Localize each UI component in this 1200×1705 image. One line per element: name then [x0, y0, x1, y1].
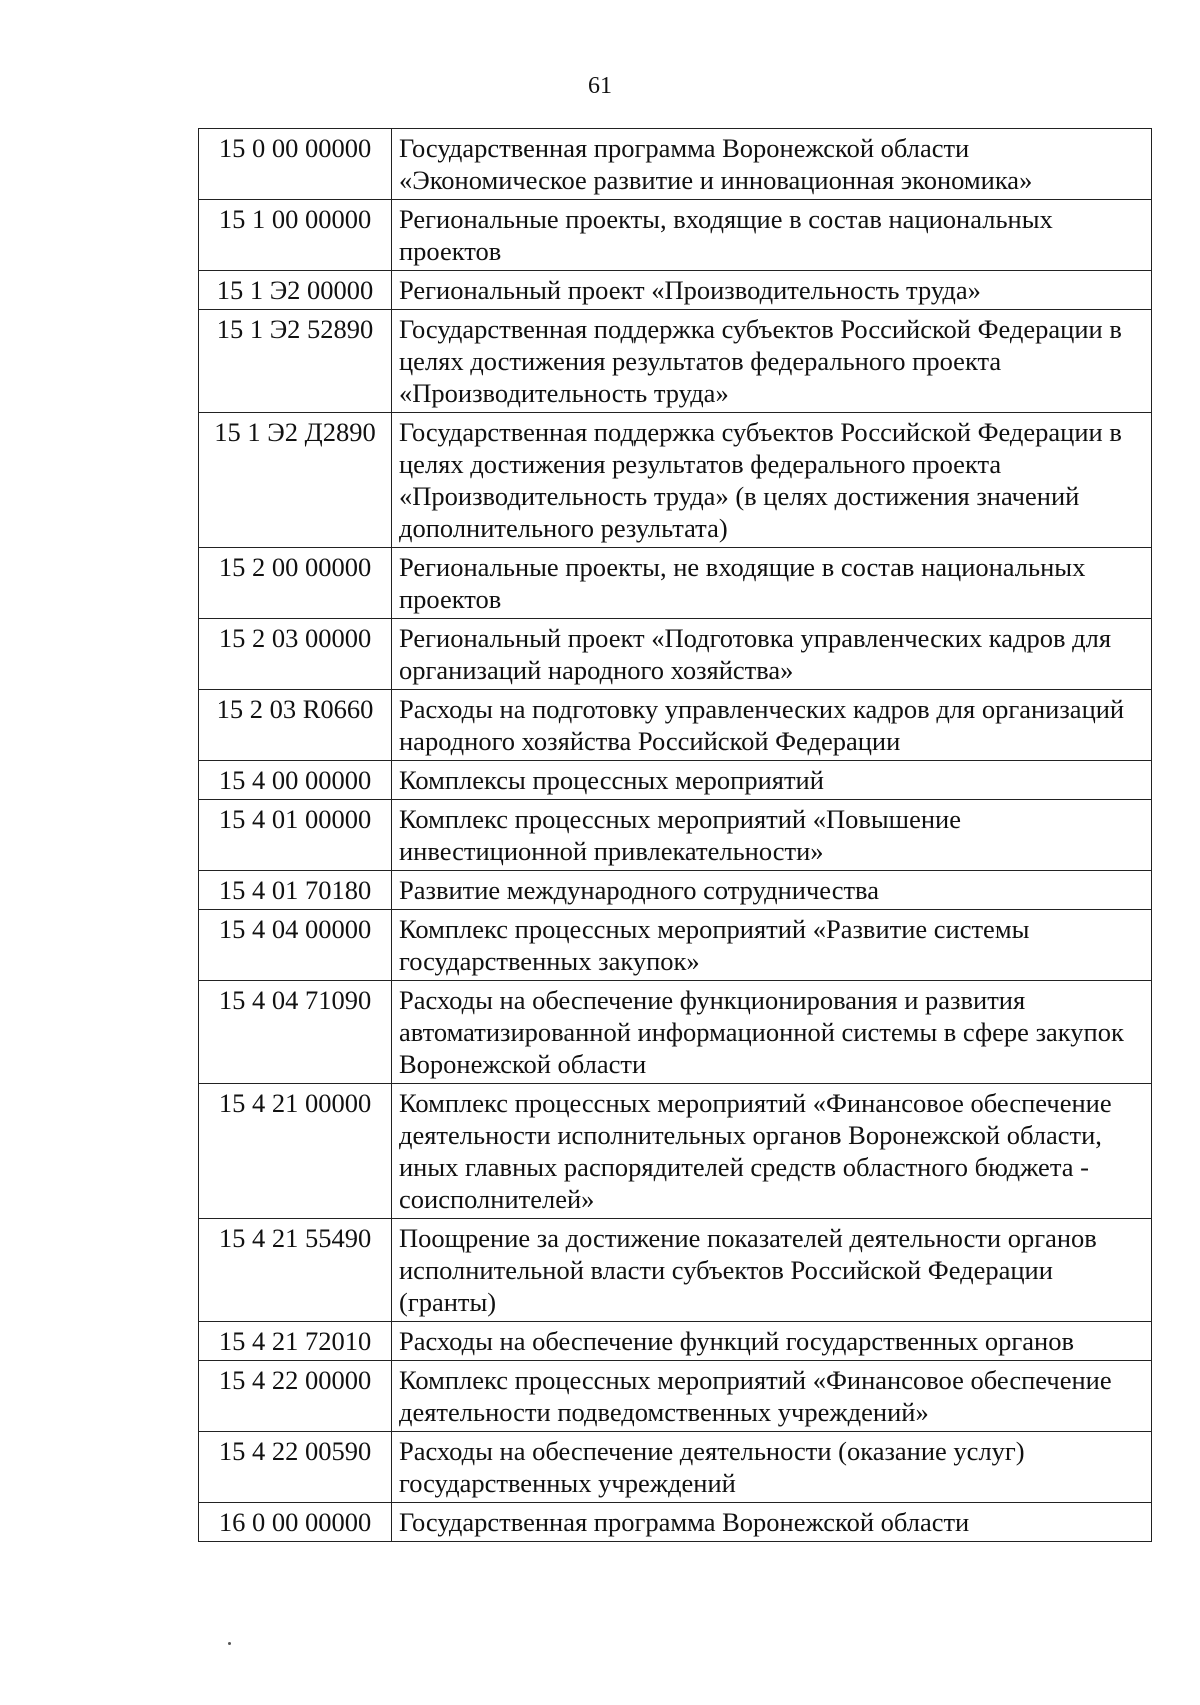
row-code: 15 2 00 00000 [199, 548, 392, 619]
row-code: 15 4 00 00000 [199, 761, 392, 800]
row-description: Комплекс процессных мероприятий «Повышение инвестиционной привлекательности» [392, 800, 1152, 871]
table-row [199, 1219, 1152, 1322]
row-code: 15 1 00 00000 [199, 200, 392, 271]
table-row [199, 871, 1152, 910]
row-code: 15 4 04 71090 [199, 981, 392, 1084]
row-description: Расходы на обеспечение функционирования и развития автоматизированной информационной системы в сфере закупок Воронежской области [392, 981, 1152, 1084]
row-code: 15 4 21 55490 [199, 1219, 392, 1322]
row-code: 16 0 00 00000 [199, 1503, 392, 1542]
row-description: Государственная программа Воронежской области «Экономическое развитие и инновационная экономика» [392, 129, 1152, 200]
row-description: Государственная программа Воронежской области [392, 1503, 1152, 1542]
table-row [199, 1322, 1152, 1361]
table-row [199, 761, 1152, 800]
row-description: Расходы на обеспечение функций государственных органов [392, 1322, 1152, 1361]
row-code: 15 4 22 00590 [199, 1432, 392, 1503]
table-row [199, 200, 1152, 271]
table-row [199, 1361, 1152, 1432]
budget-classification-table [198, 128, 1152, 1542]
row-code: 15 2 03 R0660 [199, 690, 392, 761]
row-description: Региональные проекты, входящие в состав национальных проектов [392, 200, 1152, 271]
table-row [199, 1084, 1152, 1219]
row-description: Комплексы процессных мероприятий [392, 761, 1152, 800]
row-code: 15 1 Э2 00000 [199, 271, 392, 310]
row-description: Расходы на подготовку управленческих кадров для организаций народного хозяйства Российской Федерации [392, 690, 1152, 761]
table-body [199, 129, 1152, 1542]
table-row [199, 413, 1152, 548]
row-description: Расходы на обеспечение деятельности (оказание услуг) государственных учреждений [392, 1432, 1152, 1503]
row-description: Комплекс процессных мероприятий «Финансовое обеспечение деятельности исполнительных органов Воронежской области, иных главных распорядителей средств областного бюджета - соисполнителей» [392, 1084, 1152, 1219]
row-code: 15 2 03 00000 [199, 619, 392, 690]
row-code: 15 1 Э2 52890 [199, 310, 392, 413]
row-description: Региональный проект «Подготовка управленческих кадров для организаций народного хозяйства» [392, 619, 1152, 690]
table-row [199, 800, 1152, 871]
row-code: 15 1 Э2 Д2890 [199, 413, 392, 548]
row-code: 15 0 00 00000 [199, 129, 392, 200]
row-description: Поощрение за достижение показателей деятельности органов исполнительной власти субъектов Российской Федерации (гранты) [392, 1219, 1152, 1322]
table-row [199, 129, 1152, 200]
table-row [199, 619, 1152, 690]
table-row [199, 1503, 1152, 1542]
row-description: Региональный проект «Производительность труда» [392, 271, 1152, 310]
row-code: 15 4 01 70180 [199, 871, 392, 910]
table-row [199, 548, 1152, 619]
row-description: Комплекс процессных мероприятий «Финансовое обеспечение деятельности подведомственных учреждений» [392, 1361, 1152, 1432]
row-description: Региональные проекты, не входящие в состав национальных проектов [392, 548, 1152, 619]
row-code: 15 4 21 00000 [199, 1084, 392, 1219]
scan-speck [228, 1642, 231, 1645]
row-description: Развитие международного сотрудничества [392, 871, 1152, 910]
row-description: Комплекс процессных мероприятий «Развитие системы государственных закупок» [392, 910, 1152, 981]
row-code: 15 4 21 72010 [199, 1322, 392, 1361]
table-row [199, 271, 1152, 310]
table-row [199, 690, 1152, 761]
table-row [199, 310, 1152, 413]
row-code: 15 4 01 00000 [199, 800, 392, 871]
row-code: 15 4 22 00000 [199, 1361, 392, 1432]
row-description: Государственная поддержка субъектов Российской Федерации в целях достижения результатов федерального проекта «Производительность труда» (в целях достижения значений дополнительного результата) [392, 413, 1152, 548]
page-number: 61 [588, 73, 612, 99]
table-row [199, 910, 1152, 981]
row-description: Государственная поддержка субъектов Российской Федерации в целях достижения результатов федерального проекта «Производительность труда» [392, 310, 1152, 413]
row-code: 15 4 04 00000 [199, 910, 392, 981]
table-row [199, 981, 1152, 1084]
table-row [199, 1432, 1152, 1503]
